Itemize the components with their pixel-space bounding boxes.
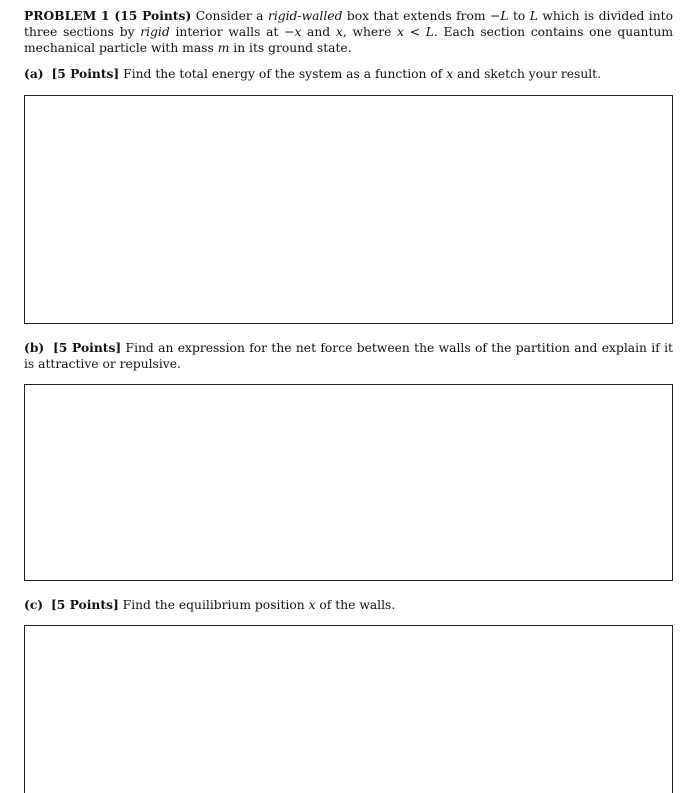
part-a-text: and sketch your result. xyxy=(453,67,602,81)
part-c-text: of the walls. xyxy=(315,598,396,612)
math-x: x xyxy=(335,25,343,39)
math-x: x xyxy=(308,598,316,612)
part-a-question xyxy=(24,66,673,82)
problem-heading: PROBLEM 1 (15 Points) xyxy=(24,8,192,23)
part-b-answer-box[interactable] xyxy=(24,384,673,581)
math-m: m xyxy=(217,41,230,55)
problem-text: and xyxy=(301,25,336,39)
problem-text: , where xyxy=(342,25,398,39)
part-a-points: [5 Points] xyxy=(51,66,120,81)
part-b-points: [5 Points] xyxy=(52,340,122,355)
math-x: x xyxy=(446,67,454,81)
part-a-answer-box[interactable] xyxy=(24,95,673,324)
part-c-text: Find the equilibrium position xyxy=(118,598,309,612)
problem-statement xyxy=(24,8,673,56)
math-neg-L: −L xyxy=(490,9,509,23)
part-c-answer-box[interactable] xyxy=(24,625,673,793)
part-b-label: (b) xyxy=(24,340,45,355)
part-a-text: Find the total energy of the system as a function of xyxy=(119,67,447,81)
problem-text: box that extends from xyxy=(342,9,491,23)
part-a-label: (a) xyxy=(24,66,44,81)
problem-text: interior walls at xyxy=(169,25,285,39)
problem-text: in its ground state. xyxy=(229,41,352,55)
math-neg-x: −x xyxy=(284,25,302,39)
problem-text: . Each section contains one quantum mechanical particle with mass xyxy=(24,25,673,55)
part-b-question xyxy=(24,340,673,372)
math-x-lt-L: x < L xyxy=(397,25,434,39)
part-b-text: Find an expression for the net force between the walls of the partition and explain if it is attractive or repulsive. xyxy=(24,341,673,371)
emphasis-rigid-walled: rigid-walled xyxy=(267,9,343,23)
math-L: L xyxy=(529,9,538,23)
problem-text: Consider a xyxy=(191,9,268,23)
part-c-label: (c) xyxy=(24,597,44,612)
problem-text: to xyxy=(508,9,530,23)
part-c-points: [5 Points] xyxy=(50,597,119,612)
problem-text: which is divided into three sections by xyxy=(24,9,674,39)
part-c-question xyxy=(24,597,673,613)
emphasis-rigid: rigid xyxy=(140,25,170,39)
